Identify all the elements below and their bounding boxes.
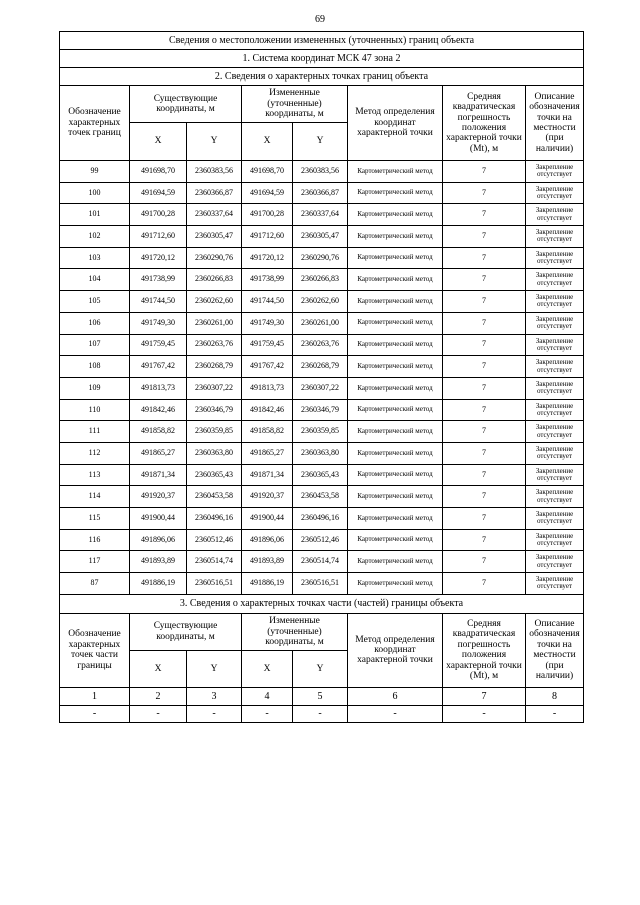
error-mt: 7 [443, 247, 526, 269]
header-changed: Измененные (уточненные) координаты, м [242, 86, 348, 123]
existing-y: 2360366,87 [187, 182, 242, 204]
description: Закрепление отсутствует [526, 356, 584, 378]
changed-x: 491738,99 [242, 269, 293, 291]
existing-y: 2360305,47 [187, 226, 242, 248]
changed-x: 491720,12 [242, 247, 293, 269]
point-id: 112 [60, 442, 130, 464]
changed-y: 2360261,00 [293, 312, 348, 334]
existing-x: 491744,50 [130, 291, 187, 313]
s3-header-existing-x: X [130, 650, 187, 687]
existing-y: 2360346,79 [187, 399, 242, 421]
point-id: 100 [60, 182, 130, 204]
description: Закрепление отсутствует [526, 334, 584, 356]
existing-y: 2360262,60 [187, 291, 242, 313]
description: Закрепление отсутствует [526, 377, 584, 399]
point-id: 113 [60, 464, 130, 486]
description: Закрепление отсутствует [526, 226, 584, 248]
changed-x: 491744,50 [242, 291, 293, 313]
changed-x: 491698,70 [242, 161, 293, 183]
existing-y: 2360268,79 [187, 356, 242, 378]
method: Картометрический метод [348, 161, 443, 183]
error-mt: 7 [443, 182, 526, 204]
changed-x: 491694,59 [242, 182, 293, 204]
point-id: 110 [60, 399, 130, 421]
error-mt: 7 [443, 161, 526, 183]
method: Картометрический метод [348, 464, 443, 486]
error-mt: 7 [443, 573, 526, 595]
description: Закрепление отсутствует [526, 291, 584, 313]
method: Картометрический метод [348, 204, 443, 226]
s3-cell: - [242, 705, 293, 722]
table-row [60, 442, 584, 464]
header-changed-x: X [242, 123, 293, 161]
existing-y: 2360263,76 [187, 334, 242, 356]
changed-y: 2360514,74 [293, 551, 348, 573]
error-mt: 7 [443, 377, 526, 399]
existing-x: 491712,60 [130, 226, 187, 248]
point-id: 106 [60, 312, 130, 334]
column-number: 7 [443, 687, 526, 705]
method: Картометрический метод [348, 312, 443, 334]
table-title: Сведения о местоположении измененных (уточненных) границ объекта [60, 32, 584, 50]
section-3-title: 3. Сведения о характерных точках части (частей) границы объекта [60, 594, 584, 613]
existing-y: 2360290,76 [187, 247, 242, 269]
method: Картометрический метод [348, 356, 443, 378]
existing-x: 491720,12 [130, 247, 187, 269]
header-description: Описание обозначения точки на местности (при наличии) [526, 86, 584, 161]
s3-cell: - [187, 705, 242, 722]
description: Закрепление отсутствует [526, 442, 584, 464]
changed-x: 491813,73 [242, 377, 293, 399]
description: Закрепление отсутствует [526, 551, 584, 573]
existing-x: 491738,99 [130, 269, 187, 291]
column-number: 6 [348, 687, 443, 705]
existing-y: 2360365,43 [187, 464, 242, 486]
description: Закрепление отсутствует [526, 508, 584, 530]
error-mt: 7 [443, 312, 526, 334]
changed-x: 491767,42 [242, 356, 293, 378]
changed-x: 491712,60 [242, 226, 293, 248]
error-mt: 7 [443, 204, 526, 226]
error-mt: 7 [443, 399, 526, 421]
description: Закрепление отсутствует [526, 399, 584, 421]
description: Закрепление отсутствует [526, 486, 584, 508]
s3-header-description: Описание обозначения точки на местности (при наличии) [526, 613, 584, 687]
point-id: 108 [60, 356, 130, 378]
existing-x: 491698,70 [130, 161, 187, 183]
existing-y: 2360363,80 [187, 442, 242, 464]
point-id: 111 [60, 421, 130, 443]
existing-y: 2360516,51 [187, 573, 242, 595]
header-error: Средняя квадратическая погрешность положения характерной точки (Mt), м [443, 86, 526, 161]
changed-y: 2360383,56 [293, 161, 348, 183]
table-row [60, 247, 584, 269]
table-row [60, 182, 584, 204]
existing-x: 491767,42 [130, 356, 187, 378]
existing-x: 491813,73 [130, 377, 187, 399]
method: Картометрический метод [348, 247, 443, 269]
changed-y: 2360512,46 [293, 529, 348, 551]
table-row [60, 161, 584, 183]
error-mt: 7 [443, 529, 526, 551]
changed-y: 2360268,79 [293, 356, 348, 378]
changed-y: 2360453,58 [293, 486, 348, 508]
column-numbers-row [60, 687, 584, 705]
changed-y: 2360307,22 [293, 377, 348, 399]
point-id: 115 [60, 508, 130, 530]
s3-cell: - [293, 705, 348, 722]
table-row [60, 356, 584, 378]
description: Закрепление отсутствует [526, 182, 584, 204]
error-mt: 7 [443, 421, 526, 443]
existing-y: 2360514,74 [187, 551, 242, 573]
changed-x: 491759,45 [242, 334, 293, 356]
method: Картометрический метод [348, 291, 443, 313]
point-id: 116 [60, 529, 130, 551]
s3-header-existing: Существующие координаты, м [130, 613, 242, 650]
point-id: 102 [60, 226, 130, 248]
existing-y: 2360383,56 [187, 161, 242, 183]
table-row [60, 377, 584, 399]
point-id: 87 [60, 573, 130, 595]
description: Закрепление отсутствует [526, 204, 584, 226]
method: Картометрический метод [348, 529, 443, 551]
changed-x: 491920,37 [242, 486, 293, 508]
existing-x: 491871,34 [130, 464, 187, 486]
changed-x: 491900,44 [242, 508, 293, 530]
table-row [60, 399, 584, 421]
changed-x: 491700,28 [242, 204, 293, 226]
existing-y: 2360337,64 [187, 204, 242, 226]
column-number: 1 [60, 687, 130, 705]
error-mt: 7 [443, 551, 526, 573]
point-id: 109 [60, 377, 130, 399]
header-method: Метод определения координат характерной точки [348, 86, 443, 161]
column-number: 8 [526, 687, 584, 705]
table-row [60, 421, 584, 443]
existing-y: 2360496,16 [187, 508, 242, 530]
changed-y: 2360262,60 [293, 291, 348, 313]
existing-x: 491893,89 [130, 551, 187, 573]
table-row [60, 204, 584, 226]
method: Картометрический метод [348, 442, 443, 464]
s3-cell: - [60, 705, 130, 722]
description: Закрепление отсутствует [526, 247, 584, 269]
changed-x: 491893,89 [242, 551, 293, 573]
error-mt: 7 [443, 226, 526, 248]
existing-x: 491858,82 [130, 421, 187, 443]
changed-x: 491871,34 [242, 464, 293, 486]
table-row [60, 573, 584, 595]
description: Закрепление отсутствует [526, 464, 584, 486]
header-existing-x: X [130, 123, 187, 161]
existing-x: 491694,59 [130, 182, 187, 204]
method: Картометрический метод [348, 551, 443, 573]
method: Картометрический метод [348, 573, 443, 595]
description: Закрепление отсутствует [526, 269, 584, 291]
column-number: 5 [293, 687, 348, 705]
existing-y: 2360453,58 [187, 486, 242, 508]
error-mt: 7 [443, 486, 526, 508]
changed-y: 2360290,76 [293, 247, 348, 269]
header-existing: Существующие координаты, м [130, 86, 242, 123]
point-id: 101 [60, 204, 130, 226]
error-mt: 7 [443, 442, 526, 464]
changed-y: 2360359,85 [293, 421, 348, 443]
table-row [60, 226, 584, 248]
s3-header-changed-y: Y [293, 650, 348, 687]
point-id: 114 [60, 486, 130, 508]
error-mt: 7 [443, 508, 526, 530]
existing-x: 491896,06 [130, 529, 187, 551]
column-number: 2 [130, 687, 187, 705]
method: Картометрический метод [348, 226, 443, 248]
existing-x: 491920,37 [130, 486, 187, 508]
changed-y: 2360337,64 [293, 204, 348, 226]
description: Закрепление отсутствует [526, 573, 584, 595]
changed-y: 2360516,51 [293, 573, 348, 595]
s3-cell: - [526, 705, 584, 722]
table-row [60, 291, 584, 313]
error-mt: 7 [443, 269, 526, 291]
table-row [60, 551, 584, 573]
section-3-row [60, 705, 584, 722]
s3-header-existing-y: Y [187, 650, 242, 687]
s3-header-changed-x: X [242, 650, 293, 687]
column-number: 4 [242, 687, 293, 705]
table-row [60, 529, 584, 551]
changed-y: 2360263,76 [293, 334, 348, 356]
error-mt: 7 [443, 334, 526, 356]
error-mt: 7 [443, 356, 526, 378]
boundary-table [59, 31, 584, 723]
point-id: 107 [60, 334, 130, 356]
existing-x: 491886,19 [130, 573, 187, 595]
method: Картометрический метод [348, 486, 443, 508]
existing-x: 491900,44 [130, 508, 187, 530]
method: Картометрический метод [348, 334, 443, 356]
s3-cell: - [443, 705, 526, 722]
page-number: 69 [315, 14, 325, 25]
section-2-title: 2. Сведения о характерных точках границ объекта [60, 68, 584, 86]
existing-x: 491700,28 [130, 204, 187, 226]
existing-y: 2360266,83 [187, 269, 242, 291]
point-id: 104 [60, 269, 130, 291]
method: Картометрический метод [348, 421, 443, 443]
description: Закрепление отсутствует [526, 421, 584, 443]
changed-y: 2360305,47 [293, 226, 348, 248]
description: Закрепление отсутствует [526, 312, 584, 334]
description: Закрепление отсутствует [526, 529, 584, 551]
table-row [60, 508, 584, 530]
table-row [60, 334, 584, 356]
s3-cell: - [130, 705, 187, 722]
changed-x: 491842,46 [242, 399, 293, 421]
changed-y: 2360496,16 [293, 508, 348, 530]
changed-x: 491858,82 [242, 421, 293, 443]
s3-header-error: Средняя квадратическая погрешность положения характерной точки (Mt), м [443, 613, 526, 687]
changed-y: 2360363,80 [293, 442, 348, 464]
changed-x: 491865,27 [242, 442, 293, 464]
changed-y: 2360366,87 [293, 182, 348, 204]
header-point: Обозначение характерных точек границ [60, 86, 130, 161]
existing-x: 491865,27 [130, 442, 187, 464]
point-id: 99 [60, 161, 130, 183]
error-mt: 7 [443, 464, 526, 486]
header-existing-y: Y [187, 123, 242, 161]
method: Картометрический метод [348, 377, 443, 399]
column-number: 3 [187, 687, 242, 705]
existing-x: 491749,30 [130, 312, 187, 334]
table-row [60, 464, 584, 486]
description: Закрепление отсутствует [526, 161, 584, 183]
existing-x: 491842,46 [130, 399, 187, 421]
method: Картометрический метод [348, 508, 443, 530]
table-row [60, 486, 584, 508]
existing-x: 491759,45 [130, 334, 187, 356]
existing-y: 2360512,46 [187, 529, 242, 551]
point-id: 103 [60, 247, 130, 269]
table-row [60, 312, 584, 334]
s3-cell: - [348, 705, 443, 722]
existing-y: 2360359,85 [187, 421, 242, 443]
s3-header-method: Метод определения координат характерной точки [348, 613, 443, 687]
changed-x: 491749,30 [242, 312, 293, 334]
method: Картометрический метод [348, 399, 443, 421]
changed-y: 2360346,79 [293, 399, 348, 421]
method: Картометрический метод [348, 182, 443, 204]
changed-y: 2360365,43 [293, 464, 348, 486]
changed-x: 491896,06 [242, 529, 293, 551]
header-changed-y: Y [293, 123, 348, 161]
method: Картометрический метод [348, 269, 443, 291]
error-mt: 7 [443, 291, 526, 313]
s3-header-point: Обозначение характерных точек части границы [60, 613, 130, 687]
coordinate-system: 1. Система координат МСК 47 зона 2 [60, 50, 584, 68]
existing-y: 2360307,22 [187, 377, 242, 399]
point-id: 105 [60, 291, 130, 313]
point-id: 117 [60, 551, 130, 573]
table-row [60, 269, 584, 291]
changed-y: 2360266,83 [293, 269, 348, 291]
changed-x: 491886,19 [242, 573, 293, 595]
existing-y: 2360261,00 [187, 312, 242, 334]
s3-header-changed: Измененные (уточненные) координаты, м [242, 613, 348, 650]
